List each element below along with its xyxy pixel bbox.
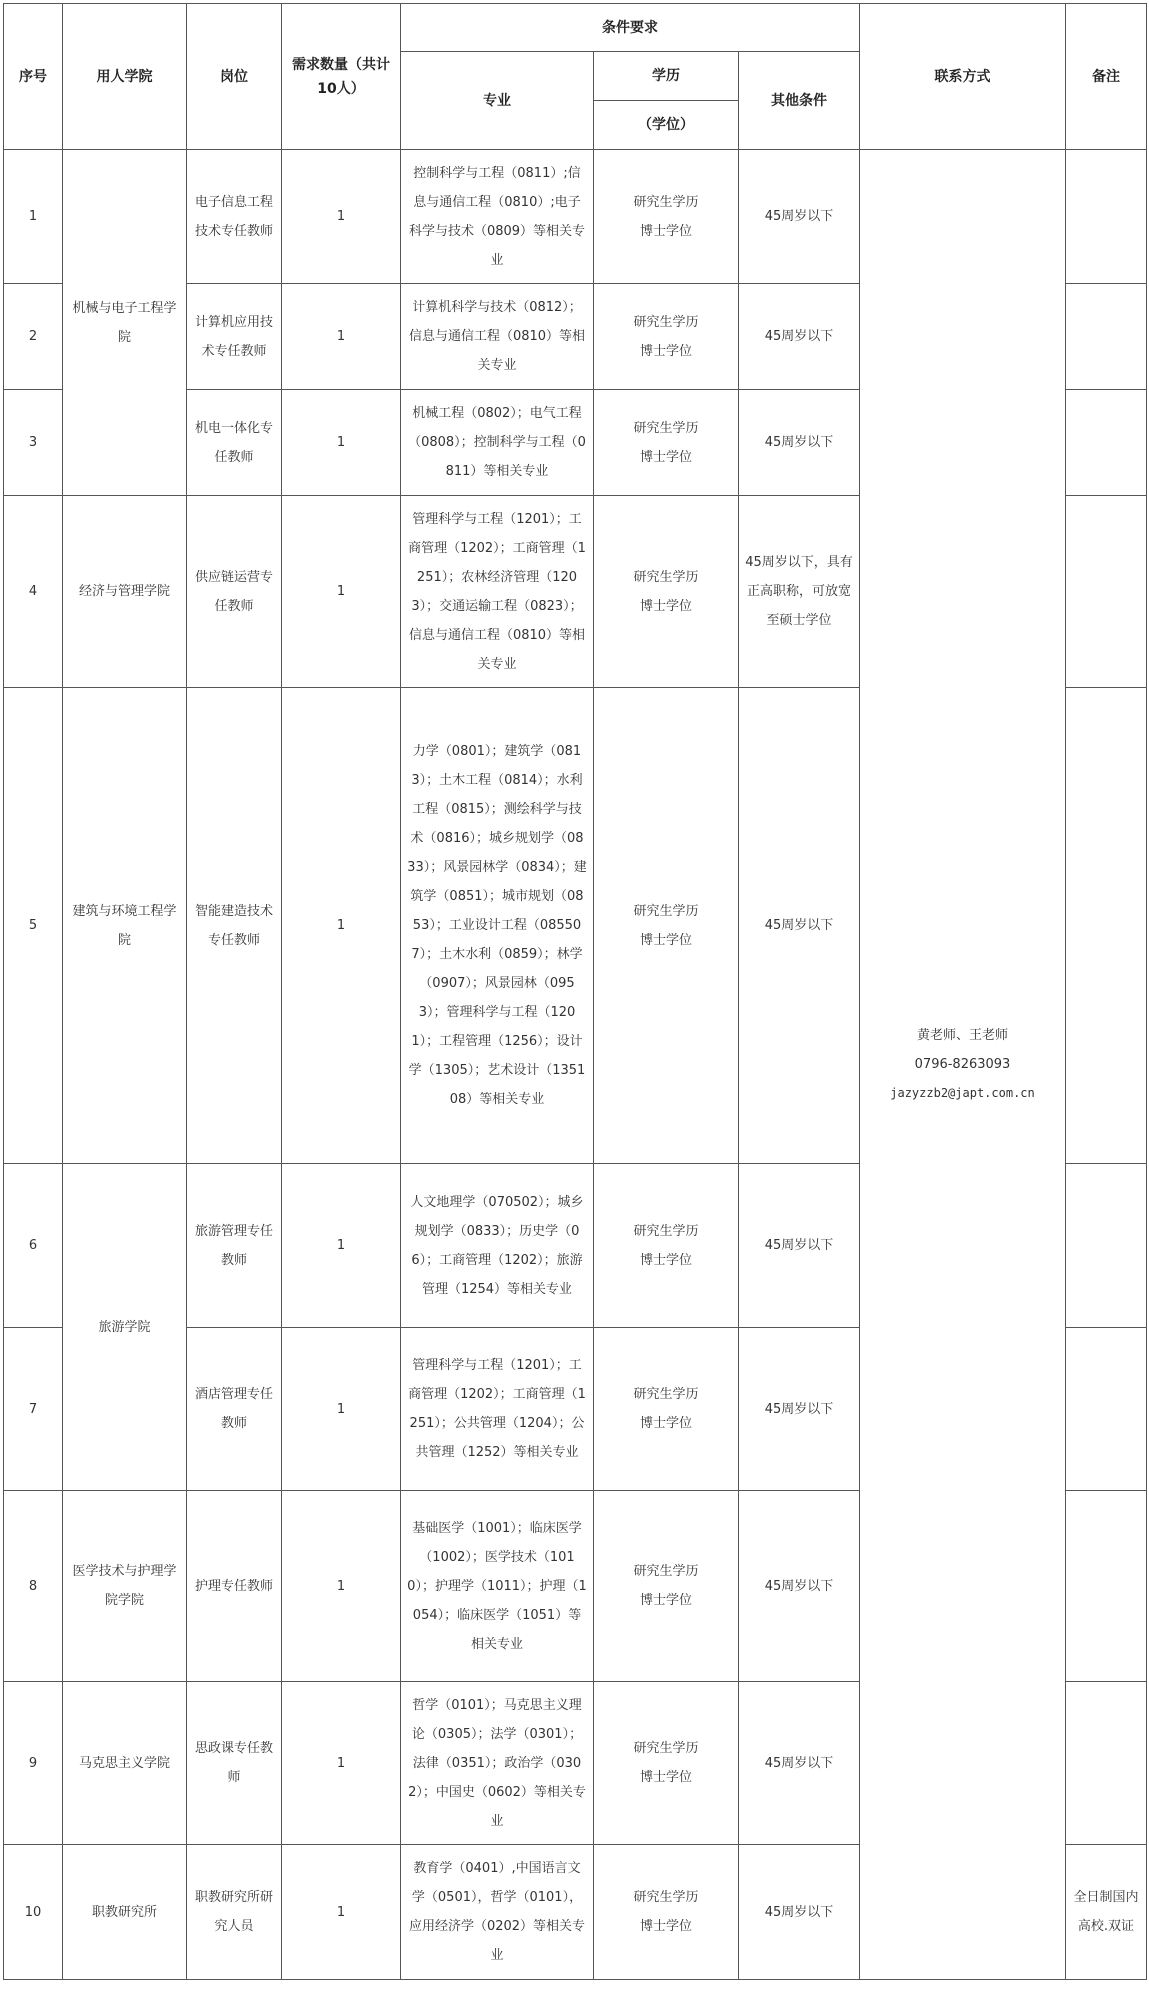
cell-remark xyxy=(1066,496,1147,688)
education-text: 研究生学历 xyxy=(633,1890,699,1905)
cell-college: 医学技术与护理学院学院 xyxy=(63,1491,187,1682)
cell-quota: 1 xyxy=(282,1682,401,1845)
cell-major: 教育学（0401）,中国语言文学（0501），哲学（0101），应用经济学（0202）等相关专业 xyxy=(401,1845,594,1980)
cell-major: 管理科学与工程（1201）；工商管理（1202）；工商管理（1251）；农林经济管理（1203）；交通运输工程（0823）；信息与通信工程（0810）等相关专业 xyxy=(401,496,594,688)
cell-college: 旅游学院 xyxy=(63,1164,187,1491)
cell-education xyxy=(594,150,739,284)
education-text: 研究生学历 xyxy=(633,569,699,585)
cell-seq: 2 xyxy=(4,284,63,390)
education-text: 研究生学历 xyxy=(633,1564,699,1579)
cell-education xyxy=(594,1328,739,1491)
cell-seq: 8 xyxy=(4,1491,63,1682)
cell-major: 哲学（0101）；马克思主义理论（0305）；法学（0301）；法律（0351）；政治学（0302）；中国史（0602）等相关专业 xyxy=(401,1682,594,1845)
cell-education xyxy=(594,284,739,390)
cell-other: 45周岁以下 xyxy=(739,390,860,496)
cell-remark xyxy=(1066,1491,1147,1682)
cell-contact xyxy=(860,150,1066,1980)
cell-seq: 5 xyxy=(4,688,63,1164)
education-text: 研究生学历 xyxy=(633,194,699,210)
degree-text: 博士学位 xyxy=(639,343,692,359)
header-contact: 联系方式 xyxy=(860,4,1066,150)
cell-remark xyxy=(1066,284,1147,390)
cell-position: 电子信息工程技术专任教师 xyxy=(187,150,282,284)
header-education: 学历 xyxy=(594,52,739,101)
cell-education xyxy=(594,688,739,1164)
cell-position: 供应链运营专任教师 xyxy=(187,496,282,688)
cell-major: 力学（0801）；建筑学（0813）；土木工程（0814）；水利工程（0815）；测绘科学与技术（0816）；城乡规划学（0833）；风景园林学（0834）；建筑学（0851）；城市规划（0853）；工业设计工程（085507）；土木水利（0859）；林学（0907）；风景园林（0953）；管理科学与工程（1201）；工程管理（1256）；设计学（1305）；艺术设计（135108）等相关专业 xyxy=(401,688,594,1164)
cell-other: 45周岁以下 xyxy=(739,1328,860,1491)
cell-seq: 1 xyxy=(4,150,63,284)
cell-education xyxy=(594,390,739,496)
cell-position: 酒店管理专任教师 xyxy=(187,1328,282,1491)
cell-position: 旅游管理专任教师 xyxy=(187,1164,282,1328)
degree-text: 博士学位 xyxy=(639,1770,692,1785)
cell-other: 45周岁以下 xyxy=(739,688,860,1164)
header-quota: 需求数量（共计10人） xyxy=(282,4,401,150)
cell-position: 智能建造技术专任教师 xyxy=(187,688,282,1164)
cell-quota: 1 xyxy=(282,1491,401,1682)
header-degree: （学位） xyxy=(594,101,739,150)
cell-major: 人文地理学（070502）；城乡规划学（0833）；历史学（06）；工商管理（1202）；旅游管理（1254）等相关专业 xyxy=(401,1164,594,1328)
cell-seq: 6 xyxy=(4,1164,63,1328)
header-seq: 序号 xyxy=(4,4,63,150)
table-row xyxy=(4,150,1147,284)
cell-education xyxy=(594,1491,739,1682)
contact-names: 黄老师、王老师 xyxy=(916,1028,1008,1043)
cell-quota: 1 xyxy=(282,390,401,496)
header-other: 其他条件 xyxy=(739,52,860,150)
degree-text: 博士学位 xyxy=(639,598,692,614)
cell-other: 45周岁以下 xyxy=(739,1491,860,1682)
cell-major: 基础医学（1001）；临床医学（1002）；医学技术（1010）；护理学（1011）；护理（1054）；临床医学（1051）等相关专业 xyxy=(401,1491,594,1682)
cell-position: 计算机应用技术专任教师 xyxy=(187,284,282,390)
education-text: 研究生学历 xyxy=(633,1387,699,1402)
cell-college: 建筑与环境工程学院 xyxy=(63,688,187,1164)
recruitment-table-wrapper xyxy=(3,3,1147,1980)
cell-education xyxy=(594,1845,739,1980)
cell-major: 管理科学与工程（1201）；工商管理（1202）；工商管理（1251）；公共管理（1204）；公共管理（1252）等相关专业 xyxy=(401,1328,594,1491)
header-remark: 备注 xyxy=(1066,4,1147,150)
contact-email[interactable]: jazyzzb2@japt.com.cn xyxy=(890,1086,1035,1100)
cell-education xyxy=(594,496,739,688)
education-text: 研究生学历 xyxy=(633,314,699,330)
cell-seq: 10 xyxy=(4,1845,63,1980)
degree-text: 博士学位 xyxy=(639,223,692,239)
degree-text: 博士学位 xyxy=(639,1252,692,1268)
education-text: 研究生学历 xyxy=(633,1741,699,1756)
cell-college: 职教研究所 xyxy=(63,1845,187,1980)
cell-remark xyxy=(1066,1682,1147,1845)
cell-seq: 9 xyxy=(4,1682,63,1845)
cell-major: 机械工程（0802）；电气工程（0808）；控制科学与工程（0811）等相关专业 xyxy=(401,390,594,496)
cell-other: 45周岁以下 xyxy=(739,1845,860,1980)
cell-college: 经济与管理学院 xyxy=(63,496,187,688)
degree-text: 博士学位 xyxy=(639,1416,692,1431)
contact-phone: 0796-8263093 xyxy=(914,1057,1011,1072)
cell-college: 机械与电子工程学院 xyxy=(63,150,187,496)
degree-text: 博士学位 xyxy=(639,932,692,948)
cell-other: 45周岁以下 xyxy=(739,1682,860,1845)
cell-other: 45周岁以下 xyxy=(739,1164,860,1328)
cell-seq: 4 xyxy=(4,496,63,688)
cell-position: 机电一体化专任教师 xyxy=(187,390,282,496)
cell-education xyxy=(594,1164,739,1328)
cell-remark xyxy=(1066,150,1147,284)
education-text: 研究生学历 xyxy=(633,420,699,436)
cell-position: 职教研究所研究人员 xyxy=(187,1845,282,1980)
cell-quota: 1 xyxy=(282,1164,401,1328)
degree-text: 博士学位 xyxy=(639,1593,692,1608)
cell-major: 控制科学与工程（0811）;信息与通信工程（0810）;电子科学与技术（0809）等相关专业 xyxy=(401,150,594,284)
cell-quota: 1 xyxy=(282,1845,401,1980)
cell-position: 护理专任教师 xyxy=(187,1491,282,1682)
cell-remark xyxy=(1066,1328,1147,1491)
cell-seq: 3 xyxy=(4,390,63,496)
recruitment-table xyxy=(3,3,1147,1980)
header-college: 用人学院 xyxy=(63,4,187,150)
degree-text: 博士学位 xyxy=(639,449,692,465)
cell-quota: 1 xyxy=(282,1328,401,1491)
cell-remark xyxy=(1066,1164,1147,1328)
cell-major: 计算机科学与技术（0812）；信息与通信工程（0810）等相关专业 xyxy=(401,284,594,390)
cell-college: 马克思主义学院 xyxy=(63,1682,187,1845)
header-major: 专业 xyxy=(401,52,594,150)
cell-other: 45周岁以下 xyxy=(739,284,860,390)
cell-quota: 1 xyxy=(282,688,401,1164)
degree-text: 博士学位 xyxy=(639,1919,692,1934)
cell-education xyxy=(594,1682,739,1845)
cell-quota: 1 xyxy=(282,150,401,284)
cell-remark xyxy=(1066,688,1147,1164)
cell-quota: 1 xyxy=(282,284,401,390)
cell-other: 45周岁以下，具有正高职称，可放宽至硕士学位 xyxy=(739,496,860,688)
education-text: 研究生学历 xyxy=(633,1223,699,1239)
cell-other: 45周岁以下 xyxy=(739,150,860,284)
header-conditions: 条件要求 xyxy=(401,4,860,52)
cell-remark: 全日制国内高校.双证 xyxy=(1066,1845,1147,1980)
education-text: 研究生学历 xyxy=(633,903,699,919)
cell-position: 思政课专任教师 xyxy=(187,1682,282,1845)
header-position: 岗位 xyxy=(187,4,282,150)
cell-quota: 1 xyxy=(282,496,401,688)
cell-seq: 7 xyxy=(4,1328,63,1491)
cell-remark xyxy=(1066,390,1147,496)
